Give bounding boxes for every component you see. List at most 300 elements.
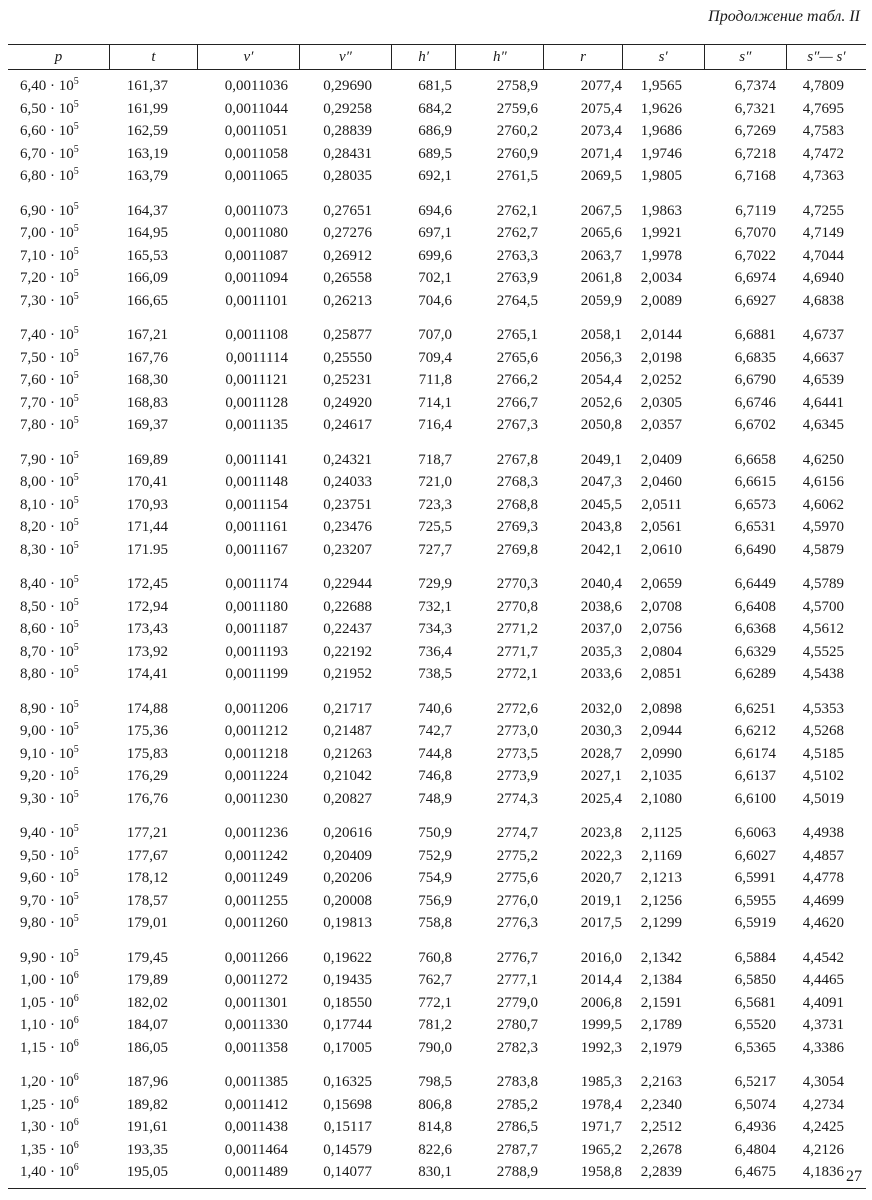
table-cell: 2027,1	[580, 768, 622, 784]
table-cell: 2766,2	[496, 372, 538, 388]
pressure-mantissa: 1,35 · 10	[20, 1141, 74, 1158]
table-cell: 2767,3	[496, 417, 538, 433]
pressure-mantissa: 8,50 · 10	[20, 598, 74, 615]
pressure-cell	[8, 663, 110, 686]
table-cell: 2,1299	[640, 915, 682, 931]
pressure-cell	[8, 890, 110, 913]
table-cell: 750,9	[418, 825, 452, 841]
table-cell: 4,6940	[802, 270, 844, 286]
table-cell: 734,3	[418, 621, 452, 637]
table-cell: 2045,5	[580, 496, 622, 513]
table-row	[8, 573, 866, 596]
table-cell: 1,9921	[640, 225, 682, 241]
table-cell: 2763,3	[496, 247, 538, 264]
table-cell: 0,0011121	[225, 372, 288, 388]
pressure-mantissa: 9,80 · 10	[20, 915, 74, 931]
table-cell: 6,6835	[734, 349, 776, 366]
table-row	[8, 1094, 866, 1117]
table-cell: 686,9	[418, 123, 452, 139]
table-cell: 2776,0	[496, 892, 538, 909]
table-cell: 2787,7	[496, 1141, 538, 1158]
pressure-mantissa: 6,80 · 10	[20, 168, 74, 184]
pressure-cell	[8, 765, 110, 788]
table-cell: 4,4091	[802, 994, 844, 1011]
table-cell: 2067,5	[580, 202, 622, 219]
table-cell: 0,0011065	[224, 168, 288, 184]
table-cell: 6,7022	[734, 247, 776, 264]
table-cell: 2,0898	[640, 700, 682, 717]
table-cell: 2772,6	[496, 700, 538, 717]
table-cell: 2,0089	[640, 292, 682, 309]
table-cell: 0,0011094	[224, 270, 288, 286]
table-row	[8, 267, 866, 290]
pressure-cell	[8, 1014, 110, 1037]
table-cell: 4,4699	[802, 892, 844, 909]
table-cell: 6,6100	[734, 790, 776, 807]
table-cell: 4,5612	[802, 621, 844, 637]
table-row	[8, 392, 866, 415]
table-cell: 2758,9	[496, 78, 538, 94]
table-row	[8, 471, 866, 494]
table-cell: 0,14077	[323, 1164, 372, 1180]
pressure-mantissa: 9,70 · 10	[20, 892, 74, 909]
table-row	[8, 143, 866, 166]
table-cell: 2768,3	[496, 474, 538, 490]
table-cell: 4,6156	[802, 474, 844, 490]
table-cell: 177,21	[126, 825, 168, 841]
table-cell: 0,19622	[323, 949, 372, 966]
table-cell: 172,94	[126, 598, 168, 615]
pressure-exponent: 5	[73, 823, 79, 834]
table-cell: 1,9686	[640, 123, 682, 139]
pressure-cell	[8, 720, 110, 743]
table-cell: 2050,8	[580, 417, 622, 433]
table-row	[8, 98, 866, 121]
pressure-exponent: 5	[73, 415, 79, 426]
table-cell: 0,16325	[323, 1074, 372, 1090]
table-row	[8, 1139, 866, 1162]
table-cell: 4,1836	[802, 1164, 844, 1180]
table-cell: 2040,4	[580, 576, 622, 592]
table-cell: 1,9565	[640, 78, 682, 94]
pressure-cell	[8, 98, 110, 121]
pressure-exponent: 5	[73, 268, 79, 279]
table-cell: 0,28839	[323, 123, 372, 139]
pressure-exponent: 5	[73, 619, 79, 630]
header-cell: r	[543, 45, 621, 69]
pressure-cell	[8, 992, 110, 1015]
table-cell: 781,2	[418, 1017, 452, 1033]
table-cell: 4,5019	[802, 790, 844, 807]
table-cell: 2061,8	[580, 270, 622, 286]
header-cell: h″	[455, 45, 543, 69]
pressure-cell	[8, 120, 110, 143]
pressure-cell	[8, 1094, 110, 1117]
table-cell: 2783,8	[496, 1074, 538, 1090]
table-cell: 0,0011044	[224, 100, 288, 117]
table-cell: 798,5	[418, 1074, 452, 1090]
table-cell: 2,0804	[640, 643, 682, 660]
table-cell: 161,99	[126, 100, 168, 117]
table-cell: 0,0011272	[224, 972, 288, 988]
table-cell: 2073,4	[580, 123, 622, 139]
pressure-exponent: 6	[73, 1117, 79, 1128]
pressure-exponent: 5	[73, 913, 79, 924]
table-cell: 2769,3	[496, 519, 538, 535]
table-cell: 2762,1	[496, 202, 538, 219]
table-cell: 2,0990	[640, 745, 682, 762]
table-cell: 0,19813	[323, 915, 372, 931]
table-cell: 6,6137	[734, 768, 776, 784]
header-cell: p	[54, 49, 63, 65]
table-cell: 4,5268	[802, 723, 844, 739]
pressure-exponent: 6	[73, 992, 79, 1004]
pressure-mantissa: 1,10 · 10	[20, 1017, 74, 1033]
table-cell: 694,6	[418, 202, 452, 219]
pressure-cell	[8, 165, 110, 188]
pressure-mantissa: 7,10 · 10	[20, 247, 74, 264]
table-cell: 193,35	[126, 1141, 168, 1158]
pressure-cell	[8, 516, 110, 539]
table-cell: 0,0011128	[225, 394, 288, 411]
pressure-exponent: 5	[73, 596, 79, 608]
table-cell: 822,6	[418, 1141, 452, 1158]
table-cell: 2779,0	[496, 994, 538, 1011]
table-cell: 167,21	[126, 327, 168, 343]
table-cell: 0,0011180	[225, 598, 288, 615]
table-cell: 0,0011218	[224, 745, 288, 762]
table-cell: 1958,8	[580, 1164, 622, 1180]
table-cell: 2775,2	[496, 847, 538, 864]
header-cell: s″— s′	[786, 45, 866, 69]
table-cell: 173,92	[126, 643, 168, 660]
pressure-cell	[8, 788, 110, 811]
table-row	[8, 1037, 866, 1060]
pressure-exponent: 5	[73, 664, 79, 675]
table-cell: 2770,8	[496, 598, 538, 615]
table-cell: 4,7809	[802, 78, 844, 94]
table-cell: 6,7321	[734, 100, 776, 117]
table-cell: 6,6615	[734, 474, 776, 490]
table-cell: 2047,3	[580, 474, 622, 490]
table-cell: 2772,1	[496, 666, 538, 682]
table-cell: 6,5365	[734, 1039, 776, 1056]
table-row	[8, 596, 866, 619]
pressure-mantissa: 9,30 · 10	[20, 790, 74, 807]
pressure-exponent: 5	[73, 641, 79, 653]
table-cell: 177,67	[126, 847, 168, 864]
table-cell: 0,0011236	[224, 825, 288, 841]
table-cell: 0,20827	[323, 790, 372, 807]
table-cell: 6,6927	[734, 292, 776, 309]
table-cell: 723,3	[418, 496, 452, 513]
table-cell: 4,5525	[802, 643, 844, 660]
table-row	[8, 290, 866, 313]
pressure-mantissa: 6,60 · 10	[20, 123, 74, 139]
table-cell: 6,5217	[734, 1074, 776, 1090]
steam-table	[8, 44, 866, 1189]
table-cell: 6,5520	[734, 1017, 776, 1033]
table-row	[8, 75, 866, 98]
table-cell: 176,76	[126, 790, 168, 807]
table-cell: 2,0144	[640, 327, 682, 343]
pressure-cell	[8, 222, 110, 245]
table-cell: 2761,5	[496, 168, 538, 184]
table-cell: 173,43	[126, 621, 168, 637]
pressure-exponent: 6	[73, 1094, 79, 1106]
table-cell: 0,0011073	[224, 202, 288, 219]
table-cell: 0,22437	[323, 621, 372, 637]
table-cell: 2,0460	[640, 474, 682, 490]
table-cell: 1999,5	[580, 1017, 622, 1033]
table-cell: 0,23207	[323, 541, 372, 558]
pressure-exponent: 5	[73, 890, 79, 902]
table-cell: 1,9978	[640, 247, 682, 264]
table-cell: 806,8	[418, 1096, 452, 1113]
table-cell: 699,6	[418, 247, 452, 264]
table-cell: 0,0011266	[224, 949, 288, 966]
pressure-exponent: 5	[73, 121, 79, 132]
table-cell: 692,1	[418, 168, 452, 184]
table-cell: 0,0011255	[224, 892, 288, 909]
table-cell: 0,26912	[323, 247, 372, 264]
table-cell: 186,05	[126, 1039, 168, 1056]
table-cell: 4,6838	[802, 292, 844, 309]
table-cell: 2766,7	[496, 394, 538, 411]
table-cell: 6,7070	[734, 225, 776, 241]
table-cell: 0,20008	[323, 892, 372, 909]
pressure-mantissa: 7,20 · 10	[20, 270, 74, 286]
table-cell: 176,29	[126, 768, 168, 784]
table-row	[8, 165, 866, 188]
table-cell: 2,0252	[640, 372, 682, 388]
table-cell: 169,37	[126, 417, 168, 433]
pressure-cell	[8, 290, 110, 313]
table-cell: 0,26213	[323, 292, 372, 309]
table-cell: 4,3731	[802, 1017, 844, 1033]
table-cell: 2760,2	[496, 123, 538, 139]
pressure-cell	[8, 596, 110, 619]
table-cell: 179,01	[126, 915, 168, 931]
table-cell: 2763,9	[496, 270, 538, 286]
pressure-cell	[8, 75, 110, 98]
table-cell: 0,0011087	[224, 247, 288, 264]
pressure-exponent: 5	[73, 347, 79, 359]
table-cell: 740,6	[418, 700, 452, 717]
table-cell: 4,2126	[802, 1141, 844, 1158]
table-cell: 718,7	[418, 451, 452, 468]
table-cell: 0,28431	[323, 145, 372, 162]
table-cell: 6,7119	[735, 202, 776, 219]
pressure-cell	[8, 1139, 110, 1162]
table-row	[8, 969, 866, 992]
pressure-mantissa: 6,40 · 10	[20, 78, 74, 94]
table-cell: 2776,7	[496, 949, 538, 966]
table-cell: 1,9805	[640, 168, 682, 184]
table-cell: 4,6345	[802, 417, 844, 433]
table-cell: 6,6251	[734, 700, 776, 717]
pressure-exponent: 5	[73, 290, 79, 302]
table-cell: 4,5879	[802, 541, 844, 558]
table-cell: 0,0011108	[225, 327, 288, 343]
table-cell: 0,0011148	[225, 474, 288, 490]
table-cell: 2,0561	[640, 519, 682, 535]
table-cell: 748,9	[418, 790, 452, 807]
table-cell: 0,0011135	[225, 417, 288, 433]
table-cell: 2022,3	[580, 847, 622, 864]
table-cell: 4,6737	[802, 327, 844, 343]
table-cell: 4,7149	[802, 225, 844, 241]
pressure-mantissa: 7,30 · 10	[20, 292, 74, 309]
table-cell: 174,41	[126, 666, 168, 682]
table-cell: 189,82	[126, 1096, 168, 1113]
table-cell: 2023,8	[580, 825, 622, 841]
table-cell: 742,7	[418, 723, 452, 739]
table-cell: 0,0011224	[224, 768, 288, 784]
pressure-exponent: 5	[73, 449, 79, 461]
table-cell: 0,0011242	[224, 847, 288, 864]
table-cell: 681,5	[418, 78, 452, 94]
table-cell: 0,0011058	[224, 145, 288, 162]
table-cell: 2,0944	[640, 723, 682, 739]
table-cell: 738,5	[418, 666, 452, 682]
table-cell: 0,21042	[323, 768, 372, 784]
table-cell: 6,7218	[734, 145, 776, 162]
table-cell: 2773,5	[496, 745, 538, 762]
table-cell: 6,6368	[734, 621, 776, 637]
pressure-mantissa: 8,70 · 10	[20, 643, 74, 660]
table-cell: 6,6573	[734, 496, 776, 513]
table-cell: 2768,8	[496, 496, 538, 513]
table-cell: 814,8	[418, 1119, 452, 1135]
table-cell: 752,9	[418, 847, 452, 864]
table-cell: 2765,6	[496, 349, 538, 366]
table-cell: 2774,3	[496, 790, 538, 807]
table-cell: 697,1	[418, 225, 452, 241]
table-cell: 2770,3	[496, 576, 538, 592]
pressure-exponent: 5	[73, 76, 79, 87]
table-cell: 709,4	[418, 349, 452, 366]
table-cell: 732,1	[418, 598, 452, 615]
table-cell: 166,09	[126, 270, 168, 286]
table-cell: 0,14579	[323, 1141, 372, 1158]
table-cell: 6,6174	[734, 745, 776, 762]
table-header	[8, 44, 866, 70]
table-row	[8, 1071, 866, 1094]
table-cell: 164,37	[126, 202, 168, 219]
table-cell: 0,0011154	[225, 496, 288, 513]
table-cell: 0,21263	[323, 745, 372, 762]
pressure-mantissa: 9,10 · 10	[20, 745, 74, 762]
table-cell: 2019,1	[580, 892, 622, 909]
table-row	[8, 1014, 866, 1037]
table-cell: 2,0357	[640, 417, 682, 433]
table-cell: 0,0011199	[225, 666, 288, 682]
table-cell: 2785,2	[496, 1096, 538, 1113]
pressure-mantissa: 9,00 · 10	[20, 723, 74, 739]
pressure-mantissa: 8,60 · 10	[20, 621, 74, 637]
table-cell: 4,4938	[802, 825, 844, 841]
table-cell: 2017,5	[580, 915, 622, 931]
pressure-mantissa: 1,40 · 10	[20, 1164, 74, 1180]
table-cell: 729,9	[418, 576, 452, 592]
pressure-mantissa: 8,80 · 10	[20, 666, 74, 682]
table-cell: 2,1591	[640, 994, 682, 1011]
table-cell: 0,22688	[323, 598, 372, 615]
table-cell: 4,5185	[802, 745, 844, 762]
pressure-mantissa: 8,00 · 10	[20, 474, 74, 490]
table-cell: 4,7695	[802, 100, 844, 117]
table-row	[8, 743, 866, 766]
table-cell: 704,6	[418, 292, 452, 309]
table-cell: 2014,4	[580, 972, 622, 988]
table-cell: 0,23476	[323, 519, 372, 535]
table-cell: 746,8	[418, 768, 452, 784]
table-cell: 6,6974	[734, 270, 776, 286]
table-cell: 6,6658	[734, 451, 776, 468]
pressure-cell	[8, 618, 110, 641]
pressure-exponent: 5	[73, 98, 79, 110]
table-cell: 0,0011167	[225, 541, 288, 558]
page-number: 27	[846, 1168, 862, 1185]
table-cell: 6,7269	[734, 123, 776, 139]
table-cell: 0,0011230	[224, 790, 288, 807]
table-row	[8, 1116, 866, 1139]
table-cell: 2065,6	[580, 225, 622, 241]
pressure-exponent: 5	[73, 494, 79, 506]
table-cell: 0,0011161	[225, 519, 288, 535]
table-cell: 2,1213	[640, 870, 682, 886]
table-cell: 4,6250	[802, 451, 844, 468]
table-cell: 2056,3	[580, 349, 622, 366]
table-cell: 6,7168	[734, 168, 776, 184]
table-cell: 2771,7	[496, 643, 538, 660]
pressure-cell	[8, 449, 110, 472]
pressure-mantissa: 7,90 · 10	[20, 451, 74, 468]
table-cell: 2,1256	[640, 892, 682, 909]
pressure-exponent: 5	[73, 845, 79, 857]
table-cell: 179,45	[126, 949, 168, 966]
pressure-exponent: 5	[73, 325, 79, 336]
table-cell: 0,25550	[323, 349, 372, 366]
table-cell: 754,9	[418, 870, 452, 886]
table-cell: 2760,9	[496, 145, 538, 162]
table-row	[8, 822, 866, 845]
table-cell: 1,9863	[640, 202, 682, 219]
table-cell: 4,4857	[802, 847, 844, 864]
table-cell: 175,36	[126, 723, 168, 739]
table-cell: 2788,9	[496, 1164, 538, 1180]
table-row	[8, 516, 866, 539]
pressure-cell	[8, 822, 110, 845]
pressure-exponent: 5	[73, 743, 79, 755]
table-cell: 166,65	[126, 292, 168, 309]
table-cell: 0,0011249	[224, 870, 288, 886]
table-cell: 161,37	[126, 78, 168, 94]
table-cell: 790,0	[418, 1039, 452, 1056]
table-cell: 2,0708	[640, 598, 682, 615]
table-cell: 760,8	[418, 949, 452, 966]
table-cell: 1985,3	[580, 1074, 622, 1090]
table-cell: 2,2340	[640, 1096, 682, 1113]
pressure-mantissa: 8,90 · 10	[20, 700, 74, 717]
pressure-mantissa: 8,40 · 10	[20, 576, 74, 592]
pressure-cell	[8, 867, 110, 890]
table-cell: 179,89	[126, 972, 168, 988]
header-cell: v′	[197, 45, 299, 69]
table-cell: 4,7255	[802, 202, 844, 219]
pressure-exponent: 5	[73, 574, 79, 585]
